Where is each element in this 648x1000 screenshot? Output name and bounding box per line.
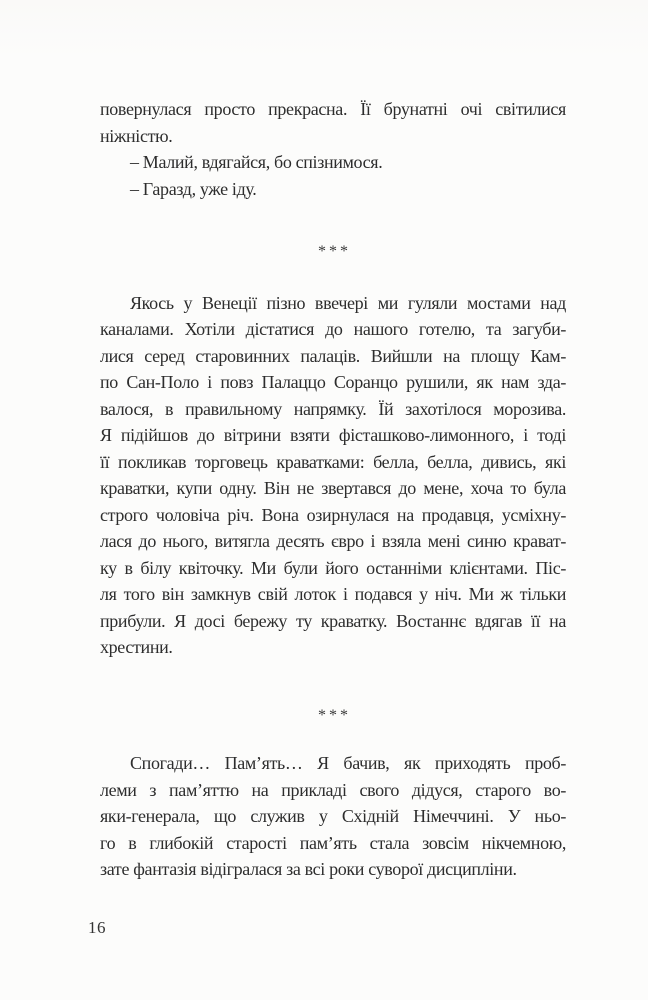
text-line: хрестини. xyxy=(100,637,173,657)
text-line: Якось у Венеції пізно ввечері ми гуляли мостами над xyxy=(130,292,566,313)
paragraph-venice xyxy=(100,290,566,661)
text-line: її покликав торговець краватками: белла, белла, дивись, які xyxy=(100,451,566,472)
text-line: лася до нього, витягла десять євро і взяла мені синю крават- xyxy=(100,531,566,551)
text-line: яки-генерала, що служив у Східній Німеччині. У ньо- xyxy=(100,806,566,826)
text-line: прибули. Я досі бережу ту краватку. Востаннє вдягав її на xyxy=(100,610,566,631)
text-line: Спогади… Пам’ять… Я бачив, як приходять проб- xyxy=(130,753,566,773)
text-line: строго чоловіча річ. Вона озирнулася на продавця, усміхну- xyxy=(100,504,566,525)
page-number: 16 xyxy=(88,918,106,937)
text-line: ніжністю. xyxy=(100,125,173,146)
text-line: краватки, купи одну. Він не звертався до мене, хоча то була xyxy=(100,478,566,498)
text-line: Я підійшов до вітрини взяти фісташково-лимонного, і тоді xyxy=(100,425,566,445)
paragraph-memory xyxy=(100,750,566,883)
text-line: повернулася просто прекрасна. Її брунатні очі світилися xyxy=(100,99,566,119)
text-line: валося, в правильному напрямку. Їй захотілося морозива. xyxy=(100,398,566,419)
text-block xyxy=(100,96,566,883)
paragraph-continuation xyxy=(100,96,566,149)
text-line: ля того він замкнув свій лоток і подався у ніч. Ми ж тільки xyxy=(100,584,566,604)
text-line: леми з пам’яттю на прикладі свого дідуся, старого во- xyxy=(100,779,566,800)
text-line: лися серед старовинних палаців. Вийшли на площу Кам- xyxy=(100,345,566,366)
text-line: зате фантазія відігралася за всі роки суворої дисципліни. xyxy=(100,859,517,879)
dialogue-line-1: – Малий, вдягайся, бо спізнимося. xyxy=(130,152,383,172)
text-line: каналами. Хотіли дістатися до нашого готелю, та загуби- xyxy=(100,319,566,339)
text-line: ку в білу квіточку. Ми були його останніми клієнтами. Піс- xyxy=(100,557,566,578)
section-separator-1: *** xyxy=(318,243,351,260)
text-line: по Сан-Поло і повз Палаццо Соранцо рушили, як нам зда- xyxy=(100,372,566,392)
section-separator-2: *** xyxy=(318,706,351,724)
dialogue-line-2: – Гаразд, уже іду. xyxy=(130,178,257,199)
text-line: го в глибокій старості пам’ять стала зовсім нікчемною, xyxy=(100,832,566,853)
